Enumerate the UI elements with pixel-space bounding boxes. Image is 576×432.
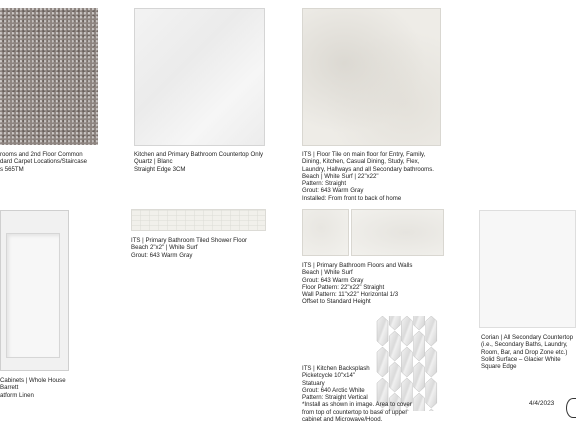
picket-tile: [414, 393, 425, 411]
shower-floor-swatch: [131, 209, 266, 231]
picket-tile: [389, 316, 400, 330]
shower-floor-caption: ITS | Primary Bathroom Tiled Shower Floor Beach 2"x2" | White Surf Grout: 643 Warm Gray: [131, 237, 248, 259]
floor-tile-swatch: [302, 8, 441, 146]
cabinet-door-panel: [6, 233, 60, 358]
primary-bath-tile-swatch-b: [351, 209, 444, 256]
countertop-caption: Kitchen and Primary Bathroom Countertop Only Quartz | Blanc Straight Edge 3CM: [134, 151, 264, 173]
quartz-countertop-swatch: [134, 8, 265, 146]
corian-swatch: [479, 210, 576, 328]
corian-caption: Corian | All Secondary Countertop (i.e., Secondary Baths, Laundry, Room, Bar, and Drop Zone etc.) Solid Surface – Glacier White Square Edge: [481, 334, 574, 371]
carpet-swatch: [0, 8, 98, 145]
cabinets-caption: Cabinets | Whole House Barrett atform Linen: [0, 377, 66, 399]
picket-tile: [414, 316, 425, 330]
primary-bath-caption: ITS | Primary Bathroom Floors and Walls Beach | White Surf Grout: 643 Warm Gray Floor Pattern: 22"x22" Straight Wall Pattern: 11"x22" Horizontal 1/3 Offset to Standard Height: [302, 262, 413, 306]
carpet-caption: rooms and 2nd Floor Common dard Carpet Locations/Staircase s 565TM: [0, 151, 88, 173]
backsplash-caption: ITS | Kitchen Backsplash Picketcycle 10"x14" Statuary Grout: 640 Arctic White Pattern: Straight Vertical *Install as shown in image. Area to cover from top of countertop to base of upper cabinet and Microwave/Hood.: [302, 365, 412, 424]
floor-tile-caption: ITS | Floor Tile on main floor for Entry, Family, Dining, Kitchen, Casual Dining, Study, Flex, Laundry, Hallways and all Secondary bathrooms. Beach | White Surf | 22"x22" Pattern: Straight Grout: 643 Warm Gray Installed: From front to back of home: [302, 151, 434, 202]
logo-partial: [566, 398, 576, 418]
picket-tile: [389, 331, 400, 361]
picket-tile: [426, 316, 437, 346]
picket-tile: [414, 331, 425, 361]
picket-tile: [426, 409, 437, 411]
picket-tile: [377, 316, 388, 346]
picket-tile: [426, 347, 437, 377]
picket-tile: [401, 316, 412, 346]
picket-tile: [426, 378, 437, 408]
cabinet-swatch: [0, 210, 69, 371]
picket-tile: [414, 362, 425, 392]
date-stamp: 4/4/2023: [529, 400, 555, 407]
primary-bath-tile-swatch-a: [302, 209, 349, 256]
